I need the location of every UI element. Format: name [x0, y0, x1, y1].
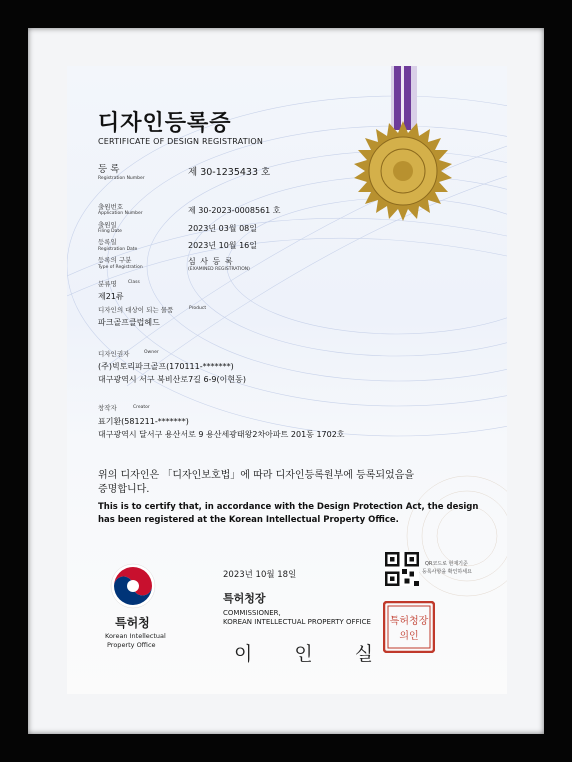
statement-en-line1: This is to certify that, in accordance with the Design Protection Act, the design: [98, 502, 479, 512]
commissioner-signature: 이 인 실: [234, 643, 392, 665]
office-logo-ko: 특허청: [115, 616, 150, 630]
product-value: 파크골프클럽헤드: [98, 318, 160, 327]
registration-date-value: 2023년 10월 16일: [188, 241, 257, 250]
creator-label: 창작자: [98, 404, 117, 412]
app-number-value: 제 30-2023-0008561 호: [188, 206, 281, 215]
issuer-ko: 특허청장: [223, 592, 266, 605]
class-label-en: Class: [128, 280, 140, 285]
taegeuk-emblem-icon: [110, 563, 156, 609]
statement-en-line2: has been registered at the Korean Intellectual Property Office.: [98, 515, 399, 525]
product-label: 디자인의 대상이 되는 물품: [98, 306, 174, 314]
filing-date-value: 2023년 03월 08일: [188, 224, 257, 233]
gold-seal-icon: [353, 121, 453, 221]
certificate-subtitle: CERTIFICATE OF DESIGN REGISTRATION: [98, 137, 264, 146]
official-stamp-icon: [383, 601, 435, 653]
registration-type-label: 등록의 구분: [98, 256, 132, 264]
office-logo-en-line2: Property Office: [107, 641, 156, 649]
office-logo-en-line1: Korean Intellectual: [105, 632, 166, 640]
qr-code-icon: [385, 552, 419, 586]
creator-address: 대구광역시 달서구 용산서로 9 용산세광태왕2차아파트 201동 1702호: [98, 430, 345, 439]
owner-address: 대구광역시 서구 북비산로7길 6-9(이현동): [98, 375, 246, 384]
product-label-en: Product: [189, 306, 207, 311]
registration-type-value-en: (EXAMINED REGISTRATION): [188, 267, 250, 272]
stamp-text-line2: 의인: [399, 631, 419, 642]
filing-date-label: 출원일: [98, 221, 117, 229]
reg-number-label-en: Registration Number: [98, 176, 145, 181]
statement-ko-line1: 위의 디자인은 「디자인보호법」에 따라 디자인등록원부에 등록되었음을: [98, 470, 415, 481]
qr-note-line2: 등록사항을 확인하세요: [422, 569, 472, 575]
class-label: 분류명: [98, 280, 117, 288]
issuer-en-line2: KOREAN INTELLECTUAL PROPERTY OFFICE: [223, 618, 371, 626]
reg-number-value: 제 30-1235433 호: [188, 167, 271, 178]
registration-date-label-en: Registration Date: [98, 247, 138, 252]
app-number-label: 출원번호: [98, 203, 124, 211]
reg-number-label: 등 록: [98, 164, 120, 175]
qr-note-line1: QR코드로 현재기준: [425, 561, 468, 567]
owner-label-en: Owner: [144, 350, 159, 355]
registration-type-value: 심 사 등 록: [188, 257, 234, 266]
certificate-paper: [67, 66, 507, 694]
owner-label: 디자인권자: [98, 350, 130, 358]
owner-name: (주)빅토리파크골프(170111-*******): [98, 362, 234, 371]
creator-name: 표기환(581211-*******): [98, 417, 189, 426]
app-number-label-en: Application Number: [98, 211, 143, 216]
stamp-text-line1: 특허청장: [389, 616, 429, 627]
registration-date-label: 등록일: [98, 238, 117, 246]
certificate-title: 디자인등록증: [98, 111, 232, 136]
registration-type-label-en: Type of Registration: [98, 265, 143, 270]
filing-date-label-en: Filing Date: [98, 229, 122, 234]
statement-ko-line2: 증명합니다.: [98, 484, 150, 495]
creator-label-en: Creator: [133, 405, 150, 410]
issuer-en-line1: COMMISSIONER,: [223, 609, 281, 617]
class-value: 제21류: [98, 292, 124, 301]
issue-date: 2023년 10월 18일: [223, 570, 297, 580]
